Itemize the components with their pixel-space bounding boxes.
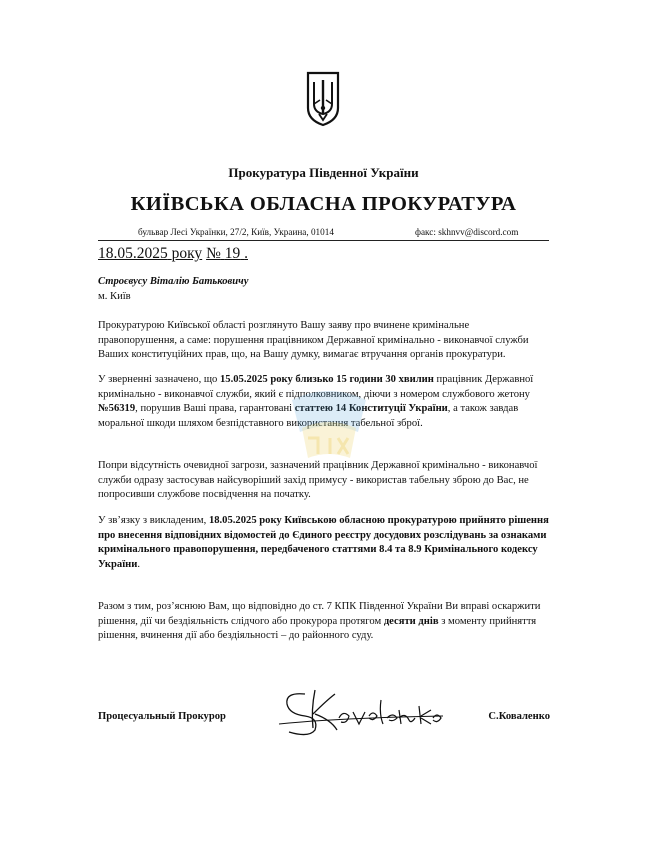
office-title: КИЇВСЬКА ОБЛАСНА ПРОКУРАТУРА [130, 193, 517, 215]
ref-year-word: року [171, 245, 203, 262]
ref-tail: . [244, 245, 248, 262]
p5-deadline: десяти днів [383, 615, 439, 627]
p4-decision: 18.05.2025 року Київською обласною прокуратурою прийнято рішення про внесення відповідних відомостей до Єдиного реєстру досудових розслідувань за ознаками кримінального правопорушення, передбаченого статтями 8.4 та 8.9 Кримінального кодексу України [98, 515, 549, 570]
paragraph-1: Прокуратурою Київської області розглянуто Вашу заяву про вчинене кримінальне правопорушення, а саме: порушення працівником Державної кримінально - виконавчої служби Ваших конституційних прав, що, на Вашу думку, вимагає втручання органів прокуратури. [98, 320, 529, 361]
office-address: бульвар Лесі Українки, 27/2, Київ, Украина, 01014 [138, 227, 334, 237]
p2-incident-time: 15.05.2025 року близько 15 години 30 хвилин [220, 374, 434, 385]
office-fax: факс: skhnvv@discord.com [415, 227, 519, 237]
p2-text: , порушив Ваші права, гарантовані [135, 403, 295, 415]
signature-row [98, 711, 550, 727]
faint-logo-watermark [278, 378, 380, 468]
p5-text: Разом з тим, роз’яснюю Вам, що відповідно до ст. 7 КПК Південної України Ви вправі оскаржити рішення, дії чи бездіяльність слідчого або прокурора протягом [98, 601, 541, 627]
paragraph-5 [98, 600, 550, 644]
p2-constitution-ref: статтею 14 Конституції України [294, 403, 448, 415]
p5-text: з моменту прийняття рішення, вчинення дії або бездіяльності – до районного суду. [98, 615, 537, 642]
ref-number-sign: № [206, 245, 221, 262]
addressee-city: м. Київ [98, 291, 131, 302]
p2-text: У зверненні зазначено, що [98, 374, 220, 385]
header-divider [98, 240, 549, 241]
signer-name: С.Коваленко [488, 711, 550, 722]
authority-title: Прокуратура Південної України [228, 165, 419, 180]
p2-badge-number: №56319 [98, 403, 136, 415]
reference-line [98, 245, 248, 263]
p4-text: У зв’язку з викладеним, [98, 515, 209, 526]
p2-text: працівник Державної кримінально - виконавчої служби, який є підполковником, діючи з номером службового жетону [98, 374, 534, 400]
signer-position: Процесуальный Прокурор [98, 711, 226, 722]
p2-text: , а також завдав моральної шкоди шляхом безпідставного використання табельної зброї. [98, 403, 519, 429]
addressee-name: Строєвусу Віталію Батьковичу [98, 276, 249, 287]
ref-number: 19 [224, 245, 241, 262]
tryzub-emblem-icon [305, 70, 341, 127]
paragraph-3: Попри відсутність очевидної загрози, зазначений працівник Державної кримінально - виконавчої служби одразу застосував найсуворіший захід примусу - використав табельну зброю до Вас, не попросивши службове посвідчення на початку. [98, 460, 538, 501]
paragraph-4 [98, 514, 550, 572]
handwritten-signature [275, 680, 445, 740]
ref-date: 18.05.2025 [98, 245, 168, 262]
p4-text: . [137, 558, 141, 570]
